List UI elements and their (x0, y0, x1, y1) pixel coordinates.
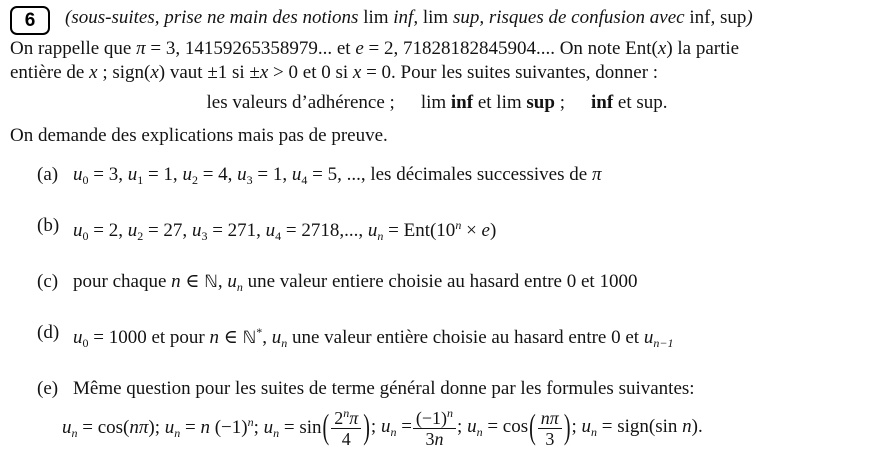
big-paren-open: ( (322, 408, 330, 447)
exercise-number-box (10, 6, 50, 35)
item-text: $u_0 = 2$, $u_2 = 27$, $u_3 = 271$, $u_4 = 2718$,..., $u_n = Ent(10^n \times e)$ (73, 218, 497, 243)
item-b (10, 213, 864, 249)
item-label: (e) (37, 378, 59, 399)
tasks-line: les valeurs d’adhérence ; lim inf et lim sup ; inf et sup. (206, 92, 668, 113)
formula-segment: ; $u_n$ = (370, 416, 412, 440)
fraction-numerator: $(-1)^n$ (415, 406, 454, 428)
item-label: (c) (37, 271, 59, 292)
item-label: (a) (37, 164, 59, 185)
item-a (10, 162, 864, 193)
item-e (10, 376, 864, 401)
item-c (10, 269, 864, 300)
item-d (10, 320, 864, 356)
intro-line-1: On rappelle que π = 3, 14159265358979... et e = 2, 71828182845904.... On note Ent(x) la partie (10, 38, 740, 59)
item-text: Même question pour les suites de terme général donne par les formules suivantes: (73, 378, 695, 399)
intro-line-2: entière de x ; sign(x) vaut ±1 si ±x > 0 et 0 si x = 0. Pour les suites suivantes, donner : (10, 62, 659, 83)
fraction (413, 407, 456, 449)
big-paren-close: ) (363, 408, 370, 447)
item-list (10, 162, 864, 401)
exercise-header (10, 5, 864, 35)
item-text: $u_0 = 3$, $u_1 = 1$, $u_2 = 4$, $u_3 = 1$, $u_4 = 5$, ..., les décimales successives de π (73, 164, 602, 187)
big-paren-open: ( (529, 408, 536, 447)
big-paren-close: ) (563, 408, 571, 447)
formula-segment: $u_n = \cos(n\pi)$; $u_n = n$ $(-1)^n$; $u_n = \sin$ (62, 414, 322, 440)
note-line: On demande des explications mais pas de preuve. (10, 125, 388, 146)
fraction-denominator: 4 (331, 428, 361, 449)
fraction-denominator: 3n (413, 428, 456, 449)
item-label: (d) (37, 322, 60, 343)
item-label: (b) (37, 215, 60, 236)
fraction (538, 408, 562, 449)
formula-segment: ; $u_n$ = sign(sin n). (571, 416, 703, 440)
item-text: pour chaque n ∈ ℕ, $u_n$ une valeur entiere choisie au hasard entre 0 et 1000 (73, 271, 638, 294)
formula-segment: ; $u_n = \cos$ (457, 416, 529, 440)
fraction (331, 407, 361, 449)
fraction-numerator: nπ (540, 407, 559, 428)
item-text: $u_0 = 1000$ et pour n ∈ ℕ*, $u_n$ une valeur entière choisie au hasard entre 0 et $u_{n-1}$ (73, 325, 674, 350)
fraction-numerator: 2$^n$π (334, 406, 359, 428)
formula-line (62, 407, 864, 449)
fraction-denominator: 3 (538, 428, 562, 449)
exercise-title: (sous-suites, prise ne main des notions lim inf, lim sup, risques de confusion avec inf, sup) (65, 7, 753, 28)
exercise-number: 6 (24, 9, 36, 31)
